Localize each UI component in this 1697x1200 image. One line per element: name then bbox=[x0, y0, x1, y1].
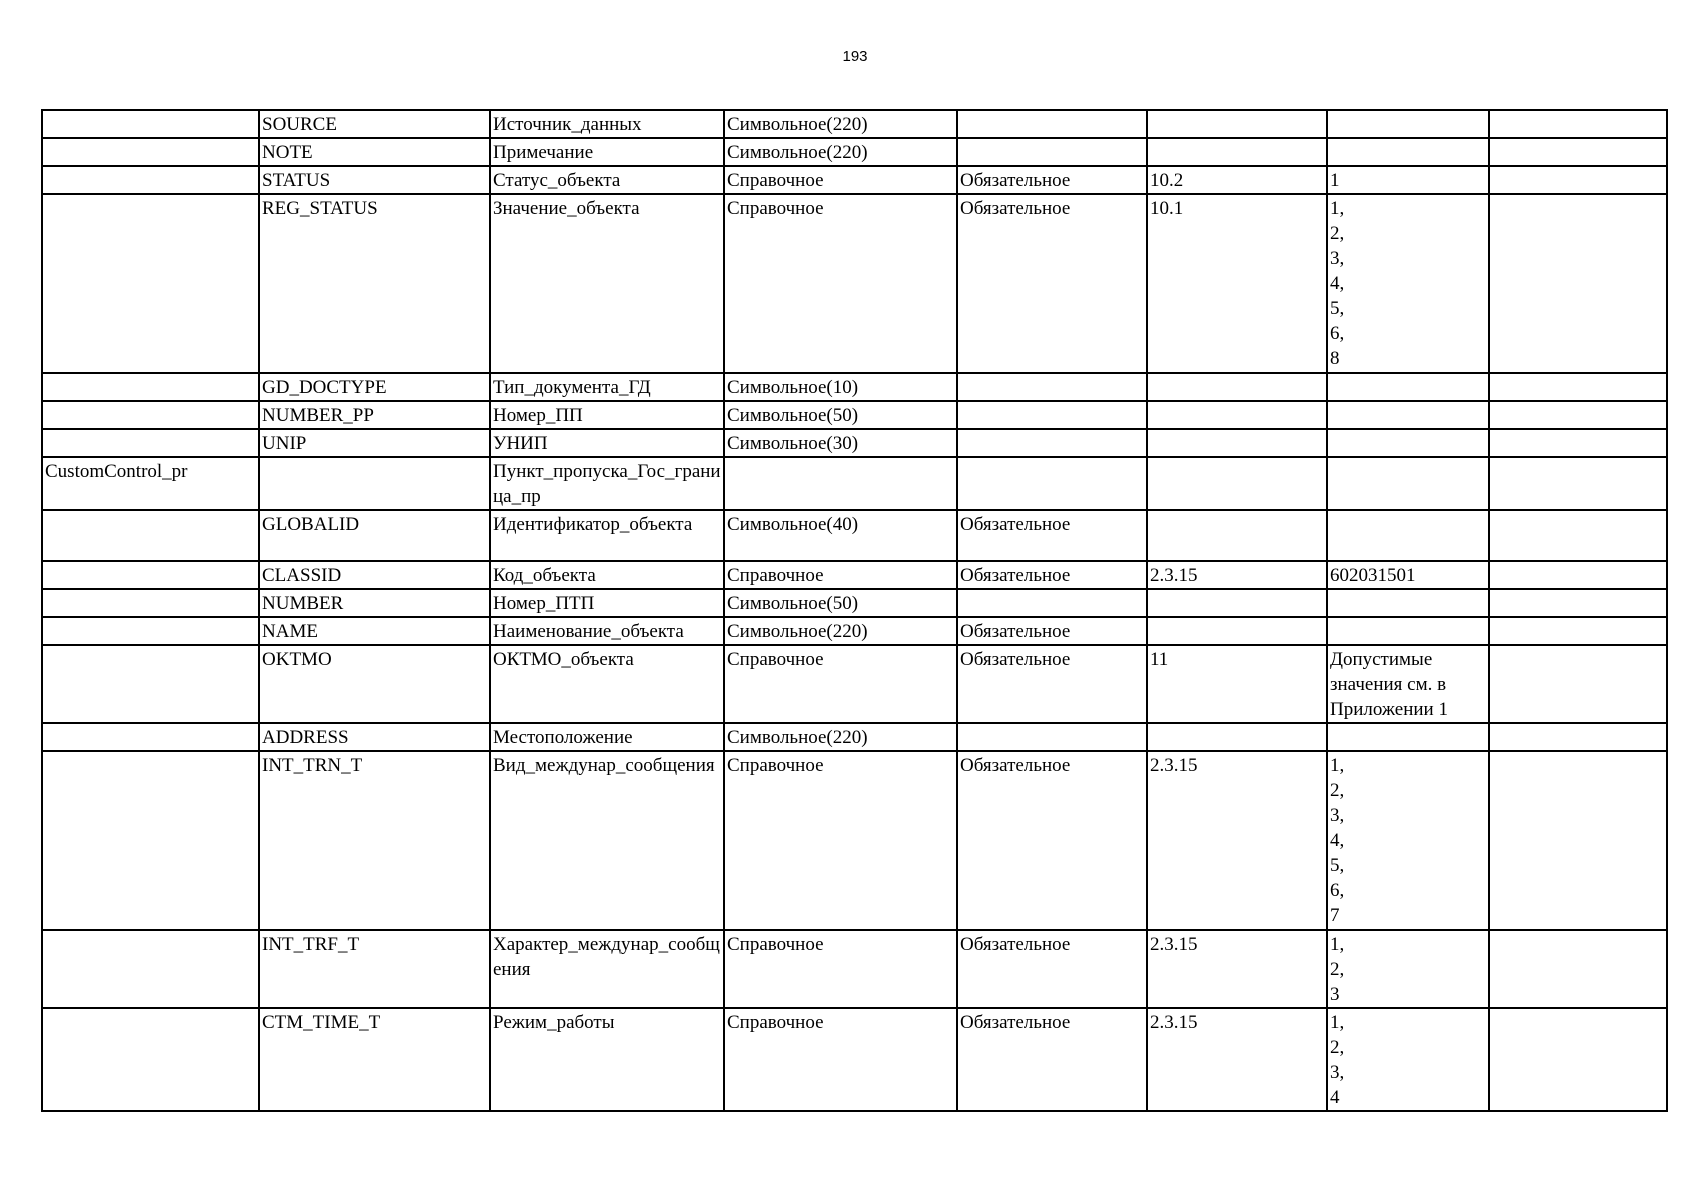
field-name-cell: Тип_документа_ГД bbox=[490, 373, 724, 401]
reference-cell: 10.1 bbox=[1147, 194, 1327, 373]
requirement-cell: Обязательное bbox=[957, 510, 1147, 561]
note-cell bbox=[1489, 751, 1667, 930]
field-code-cell: STATUS bbox=[259, 166, 490, 194]
data-type-cell bbox=[724, 457, 957, 510]
field-name-cell: УНИП bbox=[490, 429, 724, 457]
values-cell bbox=[1327, 401, 1489, 429]
class-name-cell bbox=[42, 930, 259, 1008]
values-cell bbox=[1327, 138, 1489, 166]
class-name-cell bbox=[42, 510, 259, 561]
values-cell: 1, 2, 3, 4, 5, 6, 7 bbox=[1327, 751, 1489, 930]
values-cell: Допустимые значения см. в Приложении 1 bbox=[1327, 645, 1489, 723]
note-cell bbox=[1489, 930, 1667, 1008]
field-code-cell: UNIP bbox=[259, 429, 490, 457]
note-cell bbox=[1489, 194, 1667, 373]
table-row bbox=[42, 561, 1667, 589]
field-name-cell: Идентификатор_объекта bbox=[490, 510, 724, 561]
data-type-cell: Символьное(50) bbox=[724, 589, 957, 617]
values-cell: 1, 2, 3, 4, 5, 6, 8 bbox=[1327, 194, 1489, 373]
field-code-cell: GLOBALID bbox=[259, 510, 490, 561]
field-code-cell: NUMBER bbox=[259, 589, 490, 617]
data-type-cell: Справочное bbox=[724, 166, 957, 194]
reference-cell bbox=[1147, 110, 1327, 138]
field-name-cell: Режим_работы bbox=[490, 1008, 724, 1111]
class-name-cell bbox=[42, 138, 259, 166]
note-cell bbox=[1489, 561, 1667, 589]
field-name-cell: Местоположение bbox=[490, 723, 724, 751]
data-type-cell: Символьное(220) bbox=[724, 138, 957, 166]
class-name-cell bbox=[42, 110, 259, 138]
field-name-cell: Код_объекта bbox=[490, 561, 724, 589]
note-cell bbox=[1489, 510, 1667, 561]
class-name-cell: CustomControl_pr bbox=[42, 457, 259, 510]
note-cell bbox=[1489, 617, 1667, 645]
data-type-cell: Символьное(40) bbox=[724, 510, 957, 561]
table-row bbox=[42, 510, 1667, 561]
values-cell bbox=[1327, 589, 1489, 617]
data-type-cell: Символьное(220) bbox=[724, 617, 957, 645]
reference-cell: 2.3.15 bbox=[1147, 1008, 1327, 1111]
note-cell bbox=[1489, 429, 1667, 457]
class-name-cell bbox=[42, 166, 259, 194]
note-cell bbox=[1489, 457, 1667, 510]
data-type-cell: Справочное bbox=[724, 930, 957, 1008]
requirement-cell: Обязательное bbox=[957, 645, 1147, 723]
page-number: 193 bbox=[842, 48, 868, 65]
reference-cell bbox=[1147, 401, 1327, 429]
field-name-cell: Наименование_объекта bbox=[490, 617, 724, 645]
field-code-cell: INT_TRF_T bbox=[259, 930, 490, 1008]
field-code-cell: INT_TRN_T bbox=[259, 751, 490, 930]
class-name-cell bbox=[42, 645, 259, 723]
reference-cell bbox=[1147, 510, 1327, 561]
field-code-cell: CTM_TIME_T bbox=[259, 1008, 490, 1111]
requirement-cell bbox=[957, 723, 1147, 751]
field-code-cell: GD_DOCTYPE bbox=[259, 373, 490, 401]
table-body bbox=[42, 110, 1667, 1111]
requirement-cell: Обязательное bbox=[957, 751, 1147, 930]
table-row bbox=[42, 751, 1667, 930]
requirement-cell bbox=[957, 457, 1147, 510]
reference-cell: 11 bbox=[1147, 645, 1327, 723]
table-row bbox=[42, 930, 1667, 1008]
data-type-cell: Справочное bbox=[724, 194, 957, 373]
reference-cell: 2.3.15 bbox=[1147, 930, 1327, 1008]
data-type-cell: Символьное(220) bbox=[724, 110, 957, 138]
table-row bbox=[42, 373, 1667, 401]
field-code-cell: OKTMO bbox=[259, 645, 490, 723]
values-cell bbox=[1327, 457, 1489, 510]
attribute-table bbox=[41, 109, 1668, 1112]
field-name-cell: ОКТМО_объекта bbox=[490, 645, 724, 723]
values-cell: 1, 2, 3 bbox=[1327, 930, 1489, 1008]
class-name-cell bbox=[42, 429, 259, 457]
data-type-cell: Символьное(50) bbox=[724, 401, 957, 429]
reference-cell bbox=[1147, 617, 1327, 645]
requirement-cell: Обязательное bbox=[957, 561, 1147, 589]
requirement-cell: Обязательное bbox=[957, 1008, 1147, 1111]
field-name-cell: Примечание bbox=[490, 138, 724, 166]
values-cell: 1, 2, 3, 4 bbox=[1327, 1008, 1489, 1111]
field-name-cell: Характер_междунар_сообщения bbox=[490, 930, 724, 1008]
values-cell bbox=[1327, 510, 1489, 561]
data-type-cell: Справочное bbox=[724, 645, 957, 723]
field-code-cell: NOTE bbox=[259, 138, 490, 166]
values-cell bbox=[1327, 723, 1489, 751]
table-row bbox=[42, 166, 1667, 194]
data-type-cell: Справочное bbox=[724, 1008, 957, 1111]
note-cell bbox=[1489, 723, 1667, 751]
data-type-cell: Символьное(30) bbox=[724, 429, 957, 457]
note-cell bbox=[1489, 166, 1667, 194]
table-row bbox=[42, 429, 1667, 457]
note-cell bbox=[1489, 1008, 1667, 1111]
field-code-cell: NAME bbox=[259, 617, 490, 645]
requirement-cell bbox=[957, 589, 1147, 617]
data-type-cell: Справочное bbox=[724, 561, 957, 589]
field-code-cell: NUMBER_PP bbox=[259, 401, 490, 429]
data-type-cell: Символьное(10) bbox=[724, 373, 957, 401]
field-name-cell: Значение_объекта bbox=[490, 194, 724, 373]
field-code-cell: ADDRESS bbox=[259, 723, 490, 751]
requirement-cell bbox=[957, 401, 1147, 429]
table-row bbox=[42, 457, 1667, 510]
reference-cell: 2.3.15 bbox=[1147, 751, 1327, 930]
reference-cell bbox=[1147, 138, 1327, 166]
values-cell bbox=[1327, 429, 1489, 457]
requirement-cell: Обязательное bbox=[957, 194, 1147, 373]
class-name-cell bbox=[42, 401, 259, 429]
requirement-cell: Обязательное bbox=[957, 930, 1147, 1008]
table-row bbox=[42, 401, 1667, 429]
requirement-cell: Обязательное bbox=[957, 617, 1147, 645]
table-row bbox=[42, 589, 1667, 617]
note-cell bbox=[1489, 401, 1667, 429]
field-code-cell bbox=[259, 457, 490, 510]
class-name-cell bbox=[42, 561, 259, 589]
values-cell bbox=[1327, 617, 1489, 645]
values-cell bbox=[1327, 110, 1489, 138]
requirement-cell bbox=[957, 429, 1147, 457]
field-name-cell: Номер_ПТП bbox=[490, 589, 724, 617]
table-row bbox=[42, 1008, 1667, 1111]
requirement-cell bbox=[957, 373, 1147, 401]
table-row bbox=[42, 138, 1667, 166]
field-name-cell: Вид_междунар_сообщения bbox=[490, 751, 724, 930]
field-code-cell: CLASSID bbox=[259, 561, 490, 589]
reference-cell: 10.2 bbox=[1147, 166, 1327, 194]
class-name-cell bbox=[42, 1008, 259, 1111]
field-code-cell: REG_STATUS bbox=[259, 194, 490, 373]
reference-cell bbox=[1147, 589, 1327, 617]
reference-cell bbox=[1147, 429, 1327, 457]
reference-cell bbox=[1147, 723, 1327, 751]
field-name-cell: Пункт_пропуска_Гос_граница_пр bbox=[490, 457, 724, 510]
class-name-cell bbox=[42, 373, 259, 401]
note-cell bbox=[1489, 110, 1667, 138]
note-cell bbox=[1489, 138, 1667, 166]
reference-cell bbox=[1147, 457, 1327, 510]
note-cell bbox=[1489, 373, 1667, 401]
class-name-cell bbox=[42, 751, 259, 930]
field-code-cell: SOURCE bbox=[259, 110, 490, 138]
values-cell: 1 bbox=[1327, 166, 1489, 194]
values-cell: 602031501 bbox=[1327, 561, 1489, 589]
reference-cell bbox=[1147, 373, 1327, 401]
class-name-cell bbox=[42, 194, 259, 373]
class-name-cell bbox=[42, 589, 259, 617]
field-name-cell: Номер_ПП bbox=[490, 401, 724, 429]
requirement-cell bbox=[957, 138, 1147, 166]
field-name-cell: Статус_объекта bbox=[490, 166, 724, 194]
note-cell bbox=[1489, 589, 1667, 617]
table-row bbox=[42, 723, 1667, 751]
table-row bbox=[42, 645, 1667, 723]
table-row bbox=[42, 617, 1667, 645]
field-name-cell: Источник_данных bbox=[490, 110, 724, 138]
reference-cell: 2.3.15 bbox=[1147, 561, 1327, 589]
table-row bbox=[42, 194, 1667, 373]
values-cell bbox=[1327, 373, 1489, 401]
data-type-cell: Справочное bbox=[724, 751, 957, 930]
requirement-cell bbox=[957, 110, 1147, 138]
requirement-cell: Обязательное bbox=[957, 166, 1147, 194]
table-row bbox=[42, 110, 1667, 138]
data-type-cell: Символьное(220) bbox=[724, 723, 957, 751]
class-name-cell bbox=[42, 617, 259, 645]
class-name-cell bbox=[42, 723, 259, 751]
note-cell bbox=[1489, 645, 1667, 723]
